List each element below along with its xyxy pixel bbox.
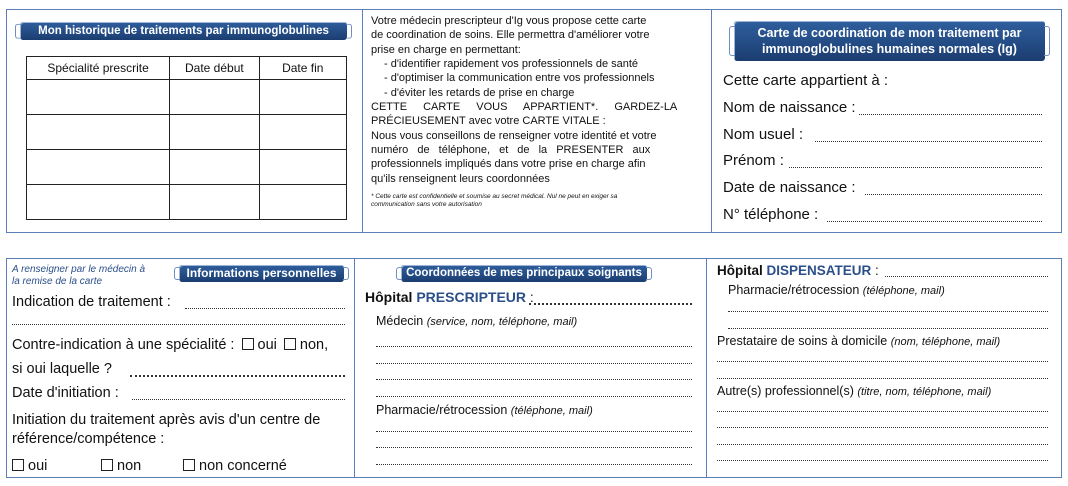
table-cell[interactable] [170,80,259,115]
contacts-panel [354,258,707,478]
initiation-date-field[interactable] [132,399,345,400]
table-row [27,150,347,185]
checkbox-oui-label: oui [257,337,277,353]
doctor-note: la remise de la carte [12,276,103,287]
prescriber-hospital-label [365,289,534,305]
birth-date-field[interactable] [865,194,1042,195]
checkbox-oui[interactable] [242,338,254,350]
pharmacy-hint: (téléphone, mail) [510,405,593,417]
other-professionals-label [717,384,991,398]
history-panel [6,9,363,233]
history-header-row [27,57,347,80]
doctor-note: A renseigner par le médecin à [12,264,146,275]
table-row [27,185,347,220]
doctor-field-1[interactable] [376,346,692,347]
doctor-field-2[interactable] [376,363,692,364]
dispensing-hospital-label [717,263,879,278]
info-line: qu'ils renseignent leurs coordonnées [371,173,550,185]
option-oui-label: oui [28,458,48,474]
card-title [734,21,1045,61]
other-field-1[interactable] [717,411,1048,412]
doctor-word: Médecin [376,314,424,328]
personal-panel [6,258,355,478]
home-care-label [717,334,1000,348]
prescriber-hospital-field[interactable] [529,303,692,305]
table-row [27,80,347,115]
pharmacy-field-1[interactable] [376,431,692,432]
initiation-label-2: référence/compétence : [12,431,165,447]
info-bullet: - d'identifier rapidement vos professionnels de santé [384,58,639,70]
column-header: Date fin [259,57,346,80]
checkbox-non-label: non, [299,337,329,353]
phone-label: N° téléphone : [723,206,819,223]
info-line: PRÉCIEUSEMENT avec votre CARTE VITALE : [371,115,606,127]
other-professionals-word: Autre(s) professionnel(s) [717,384,854,398]
info-line: de coordination de soins. Elle permettra d'améliorer votre [371,29,650,41]
table-row [27,115,347,150]
phone-field[interactable] [827,221,1042,222]
footnote: * Cette carte est confidentielle et soumise au secret médical. Nul ne peut en exiger sa [371,193,618,200]
which-field[interactable] [130,375,345,377]
option-oui[interactable] [12,458,47,474]
colon: : [529,289,534,305]
column-header: Spécialité prescrite [27,57,170,80]
indication-label: Indication de traitement : [12,294,171,310]
table-cell[interactable] [259,115,346,150]
contacts-title [401,265,647,282]
first-name-field[interactable] [789,167,1042,168]
contacts-title-text: Coordonnées de mes principaux soignants [406,267,642,279]
option-not-concerned[interactable] [183,458,287,474]
pharmacy-hint: (téléphone, mail) [862,285,945,297]
usual-name-label: Nom usuel : [723,126,804,143]
checkbox-icon[interactable] [101,459,113,471]
other-professionals-hint: (titre, nom, téléphone, mail) [857,386,992,398]
column-header: Date début [170,57,259,80]
checkbox-non[interactable] [284,338,296,350]
table-cell[interactable] [259,80,346,115]
card-panel [711,9,1062,233]
card-title-line: immunoglobulines humaines normales (Ig) [762,42,1017,56]
pharmacy-field-3[interactable] [376,464,692,465]
checkbox-icon[interactable] [183,459,195,471]
doctor-label [376,314,577,328]
birth-name-field[interactable] [859,114,1042,115]
footnote: communication sans votre autorisation [371,201,482,208]
dispensing-panel [706,258,1062,478]
card-title-line: Carte de coordination de mon traitement par [757,26,1022,40]
doctor-field-4[interactable] [376,396,692,397]
other-field-2[interactable] [717,427,1048,428]
initiation-date-label: Date d'initiation : [12,385,119,401]
colon: : [875,263,879,278]
info-line: Nous vous conseillons de renseigner votre identité et votre [371,130,657,142]
first-name-label: Prénom : [723,152,784,169]
contraindication-label: Contre-indication à une spécialité : [12,337,235,353]
which-label: si oui laquelle ? [12,361,112,377]
table-cell[interactable] [27,115,170,150]
option-non-label: non [117,458,142,474]
pharmacy-word: Pharmacie/rétrocession [728,283,860,297]
option-non[interactable] [101,458,141,474]
doctor-field-3[interactable] [376,379,692,380]
other-field-3[interactable] [717,444,1048,445]
table-cell[interactable] [27,185,170,220]
info-line: prise en charge en permettant: [371,44,521,56]
contraindication-row [12,337,328,353]
history-title-text: Mon historique de traitements par immunoglobulines [38,25,329,37]
table-cell[interactable] [27,80,170,115]
pharmacy-label [376,403,593,417]
home-care-field-2[interactable] [717,378,1048,379]
dispensing-hospital-field[interactable] [885,276,1048,277]
info-panel [362,9,712,233]
dispensing-pharmacy-field-2[interactable] [728,328,1048,329]
hospital-word: Hôpital [717,263,763,278]
initiation-label: Initiation du traitement après avis d'un centre de [12,412,321,428]
dispensing-pharmacy-label [728,283,945,297]
hospital-word: Hôpital [365,289,413,305]
table-cell[interactable] [259,150,346,185]
history-title [20,22,347,40]
info-bullet: - d'optimiser la communication entre vos professionnels [384,72,655,84]
pharmacy-word: Pharmacie/rétrocession [376,403,508,417]
personal-title-text: Informations personnelles [186,266,337,280]
history-table [26,56,347,220]
info-bullet: - d'éviter les retards de prise en charge [384,87,575,99]
card-owner-label: Cette carte appartient à : [723,72,889,89]
table-cell[interactable] [27,150,170,185]
home-care-word: Prestataire de soins à domicile [717,334,888,348]
table-cell[interactable] [170,150,259,185]
indication-field[interactable] [185,308,345,309]
table-cell[interactable] [170,185,259,220]
dispensing-pharmacy-field-1[interactable] [728,311,1048,312]
pharmacy-field-2[interactable] [376,447,692,448]
table-cell[interactable] [259,185,346,220]
birth-date-label: Date de naissance : [723,179,856,196]
birth-name-label: Nom de naissance : [723,99,856,116]
info-line: Votre médecin prescripteur d'Ig vous propose cette carte [371,15,647,27]
info-line: numéro de téléphone, et de la PRESENTER aux [371,144,651,156]
dispenser-word: DISPENSATEUR [766,263,872,278]
doctor-hint: (service, nom, téléphone, mail) [426,316,578,328]
other-field-4[interactable] [717,460,1048,461]
info-line: professionnels impliqués dans votre prise en charge afin [371,158,646,170]
indication-field-2[interactable] [12,324,345,325]
table-cell[interactable] [170,115,259,150]
option-not-concerned-label: non concerné [199,458,287,474]
home-care-hint: (nom, téléphone, mail) [890,336,1001,348]
personal-title [179,265,344,282]
prescriber-word: PRESCRIPTEUR [416,289,527,305]
usual-name-field[interactable] [815,141,1042,142]
info-line: CETTE CARTE VOUS APPARTIENT*. GARDEZ-LA [371,101,678,113]
home-care-field-1[interactable] [717,361,1048,362]
checkbox-icon[interactable] [12,459,24,471]
